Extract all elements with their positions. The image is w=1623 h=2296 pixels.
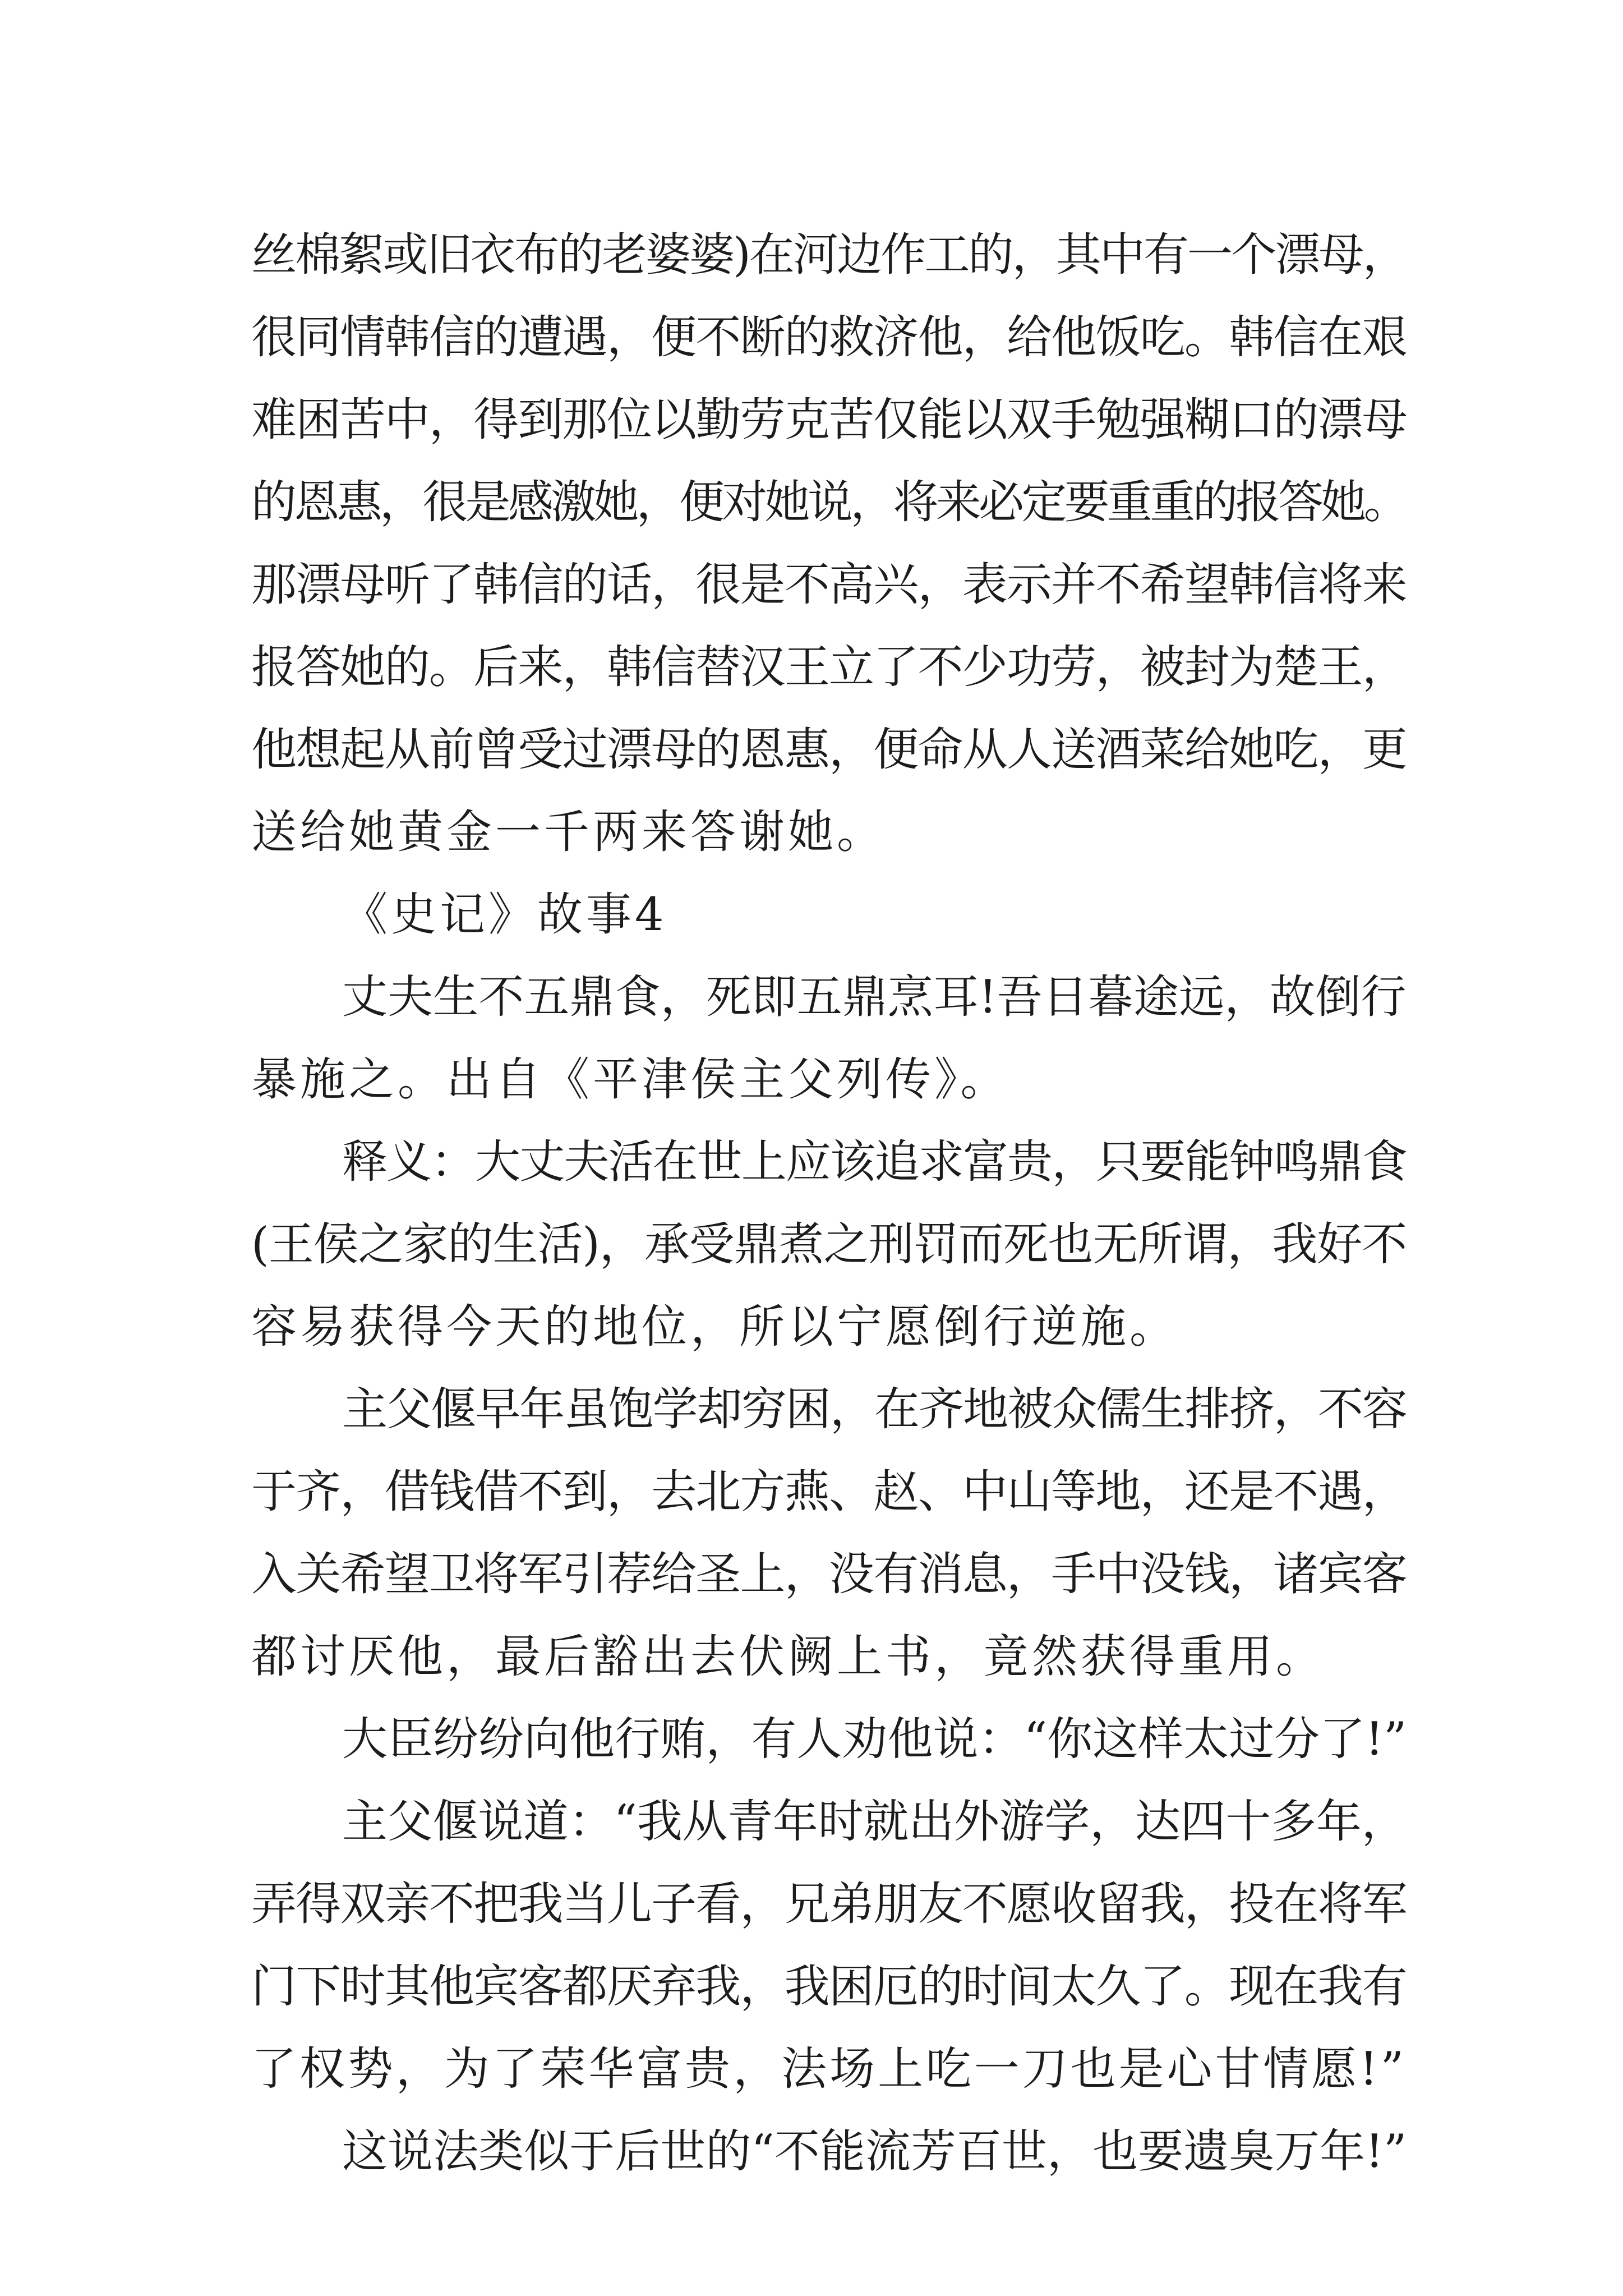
text-line: 送给她黄金一千两来答谢她。 — [251, 806, 886, 859]
text-line: 他想起从前曾受过漂母的恩惠，便命从人送酒菜给她吃，更 — [251, 724, 1407, 776]
text-line: 都讨厌他，最后豁出去伏阙上书，竟然获得重用。 — [251, 1631, 1325, 1683]
text-line: 报答她的。后来，韩信替汉王立了不少功劳，被封为楚王， — [251, 641, 1407, 694]
text-line: 很同情韩信的遭遇，便不断的救济他，给他饭吃。韩信在艰 — [251, 311, 1407, 364]
text-line: 这说法类似于后世的“不能流芳百世，也要遗臭万年!” — [342, 2125, 1407, 2178]
text-line: 了权势，为了荣华富贵，法场上吃一刀也是心甘情愿!” — [251, 2043, 1407, 2096]
body-text — [251, 214, 1407, 2193]
text-line: (王侯之家的生活)，承受鼎煮之刑罚而死也无所谓，我好不 — [251, 1218, 1407, 1271]
text-line: 难困苦中，得到那位以勤劳克苦仅能以双手勉强糊口的漂母 — [251, 394, 1407, 447]
text-line: 主父偃说道：“我从青年时就出外游学，达四十多年， — [342, 1796, 1407, 1848]
text-line: 门下时其他宾客都厌弃我，我困厄的时间太久了。现在我有 — [251, 1961, 1407, 2013]
text-line: 弄得双亲不把我当儿子看，兄弟朋友不愿收留我，投在将军 — [251, 1878, 1407, 1931]
text-line: 主父偃早年虽饱学却穷困，在齐地被众儒生排挤，不容 — [342, 1383, 1407, 1436]
text-line: 丝棉絮或旧衣布的老婆婆)在河边作工的，其中有一个漂母， — [251, 229, 1407, 282]
text-line: 那漂母听了韩信的话，很是不高兴，表示并不希望韩信将来 — [251, 559, 1407, 611]
text-line: 释义：大丈夫活在世上应该追求富贵，只要能钟鸣鼎食 — [342, 1136, 1407, 1189]
text-line: 于齐，借钱借不到，去北方燕、赵、中山等地，还是不遇， — [251, 1466, 1407, 1519]
text-line: 暴施之。出自《平津侯主父列传》。 — [251, 1053, 1009, 1106]
text-line: 的恩惠，很是感激她，便对她说，将来必定要重重的报答她。 — [251, 476, 1407, 529]
text-line: 丈夫生不五鼎食，死即五鼎烹耳!吾日暮途远，故倒行 — [342, 971, 1407, 1024]
text-line: 大臣纷纷向他行贿，有人劝他说：“你这样太过分了!” — [342, 1713, 1407, 1766]
text-line: 入关希望卫将军引荐给圣上，没有消息，手中没钱，诸宾客 — [251, 1548, 1407, 1601]
text-line: 容易获得今天的地位，所以宁愿倒行逆施。 — [251, 1301, 1179, 1354]
text-line: 《史记》故事4 — [342, 889, 667, 941]
